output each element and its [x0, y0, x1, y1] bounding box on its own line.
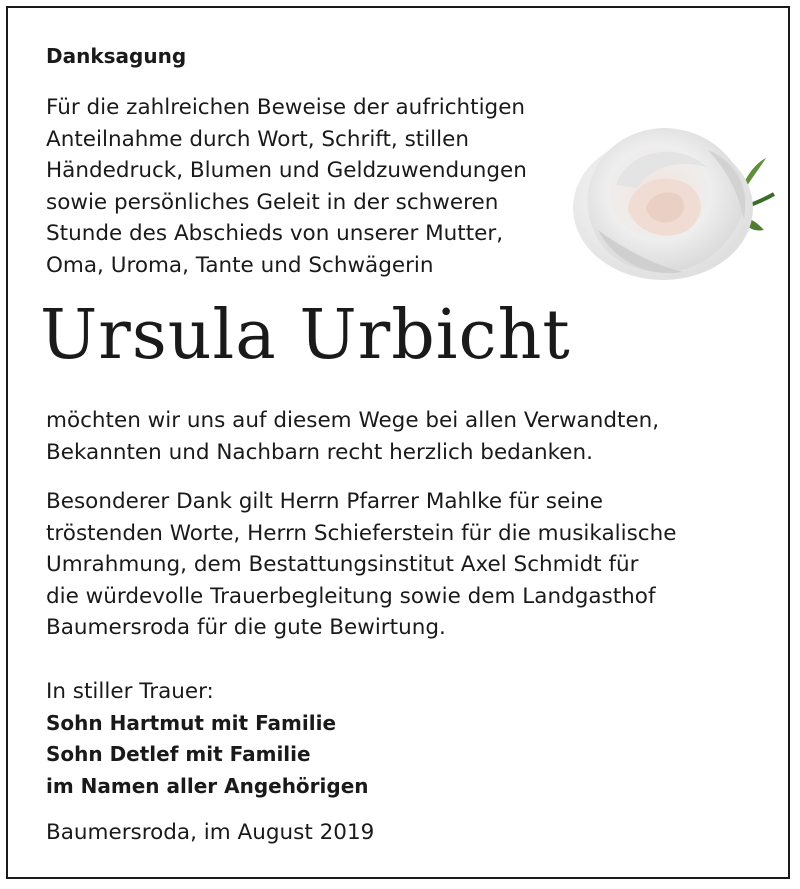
intro-line: sowie persönliches Geleit in der schweren [46, 189, 499, 215]
intro-line: Oma, Uroma, Tante und Schwägerin [46, 252, 434, 278]
deceased-name: Ursula Urbicht [40, 296, 571, 375]
white-rose-icon [568, 90, 780, 290]
special-thanks-line: die würdevolle Trauerbegleitung sowie dem Landgasthof [46, 583, 656, 609]
intro-line: Händedruck, Blumen und Geldzuwendungen [46, 158, 527, 183]
thanks-line: Bekannten und Nachbarn recht herzlich bedanken. [46, 439, 593, 465]
place-date: Baumersroda, im August 2019 [46, 820, 375, 845]
intro-line: Für die zahlreichen Beweise der aufrichtigen [46, 95, 526, 120]
mourning-intro: In stiller Trauer: [46, 679, 214, 704]
intro-text [46, 92, 527, 281]
special-thanks-line: tröstenden Worte, Herrn Schieferstein für die musikalische [46, 520, 677, 546]
special-thanks-line: Baumersroda für die gute Bewirtung. [46, 615, 446, 640]
mourner-line: Sohn Detlef mit Familie [46, 742, 311, 766]
special-thanks-line: Besonderer Dank gilt Herrn Pfarrer Mahlke für seine [46, 489, 604, 514]
thanks-line: möchten wir uns auf diesem Wege bei allen Verwandten, [46, 408, 660, 433]
mourner-line: Sohn Hartmut mit Familie [46, 710, 337, 735]
intro-line: Stunde des Abschieds von unserer Mutter, [46, 221, 504, 246]
mourner-line: im Namen aller Angehörigen [46, 773, 369, 798]
thanks-paragraph [46, 405, 659, 468]
special-thanks-line: Umrahmung, dem Bestattungsinstitut Axel Schmidt für [46, 552, 639, 577]
mourners-block [46, 676, 369, 802]
notice-heading: Danksagung [46, 44, 187, 68]
special-thanks-paragraph [46, 486, 676, 644]
intro-line: Anteilnahme durch Wort, Schrift, stillen [46, 126, 469, 152]
